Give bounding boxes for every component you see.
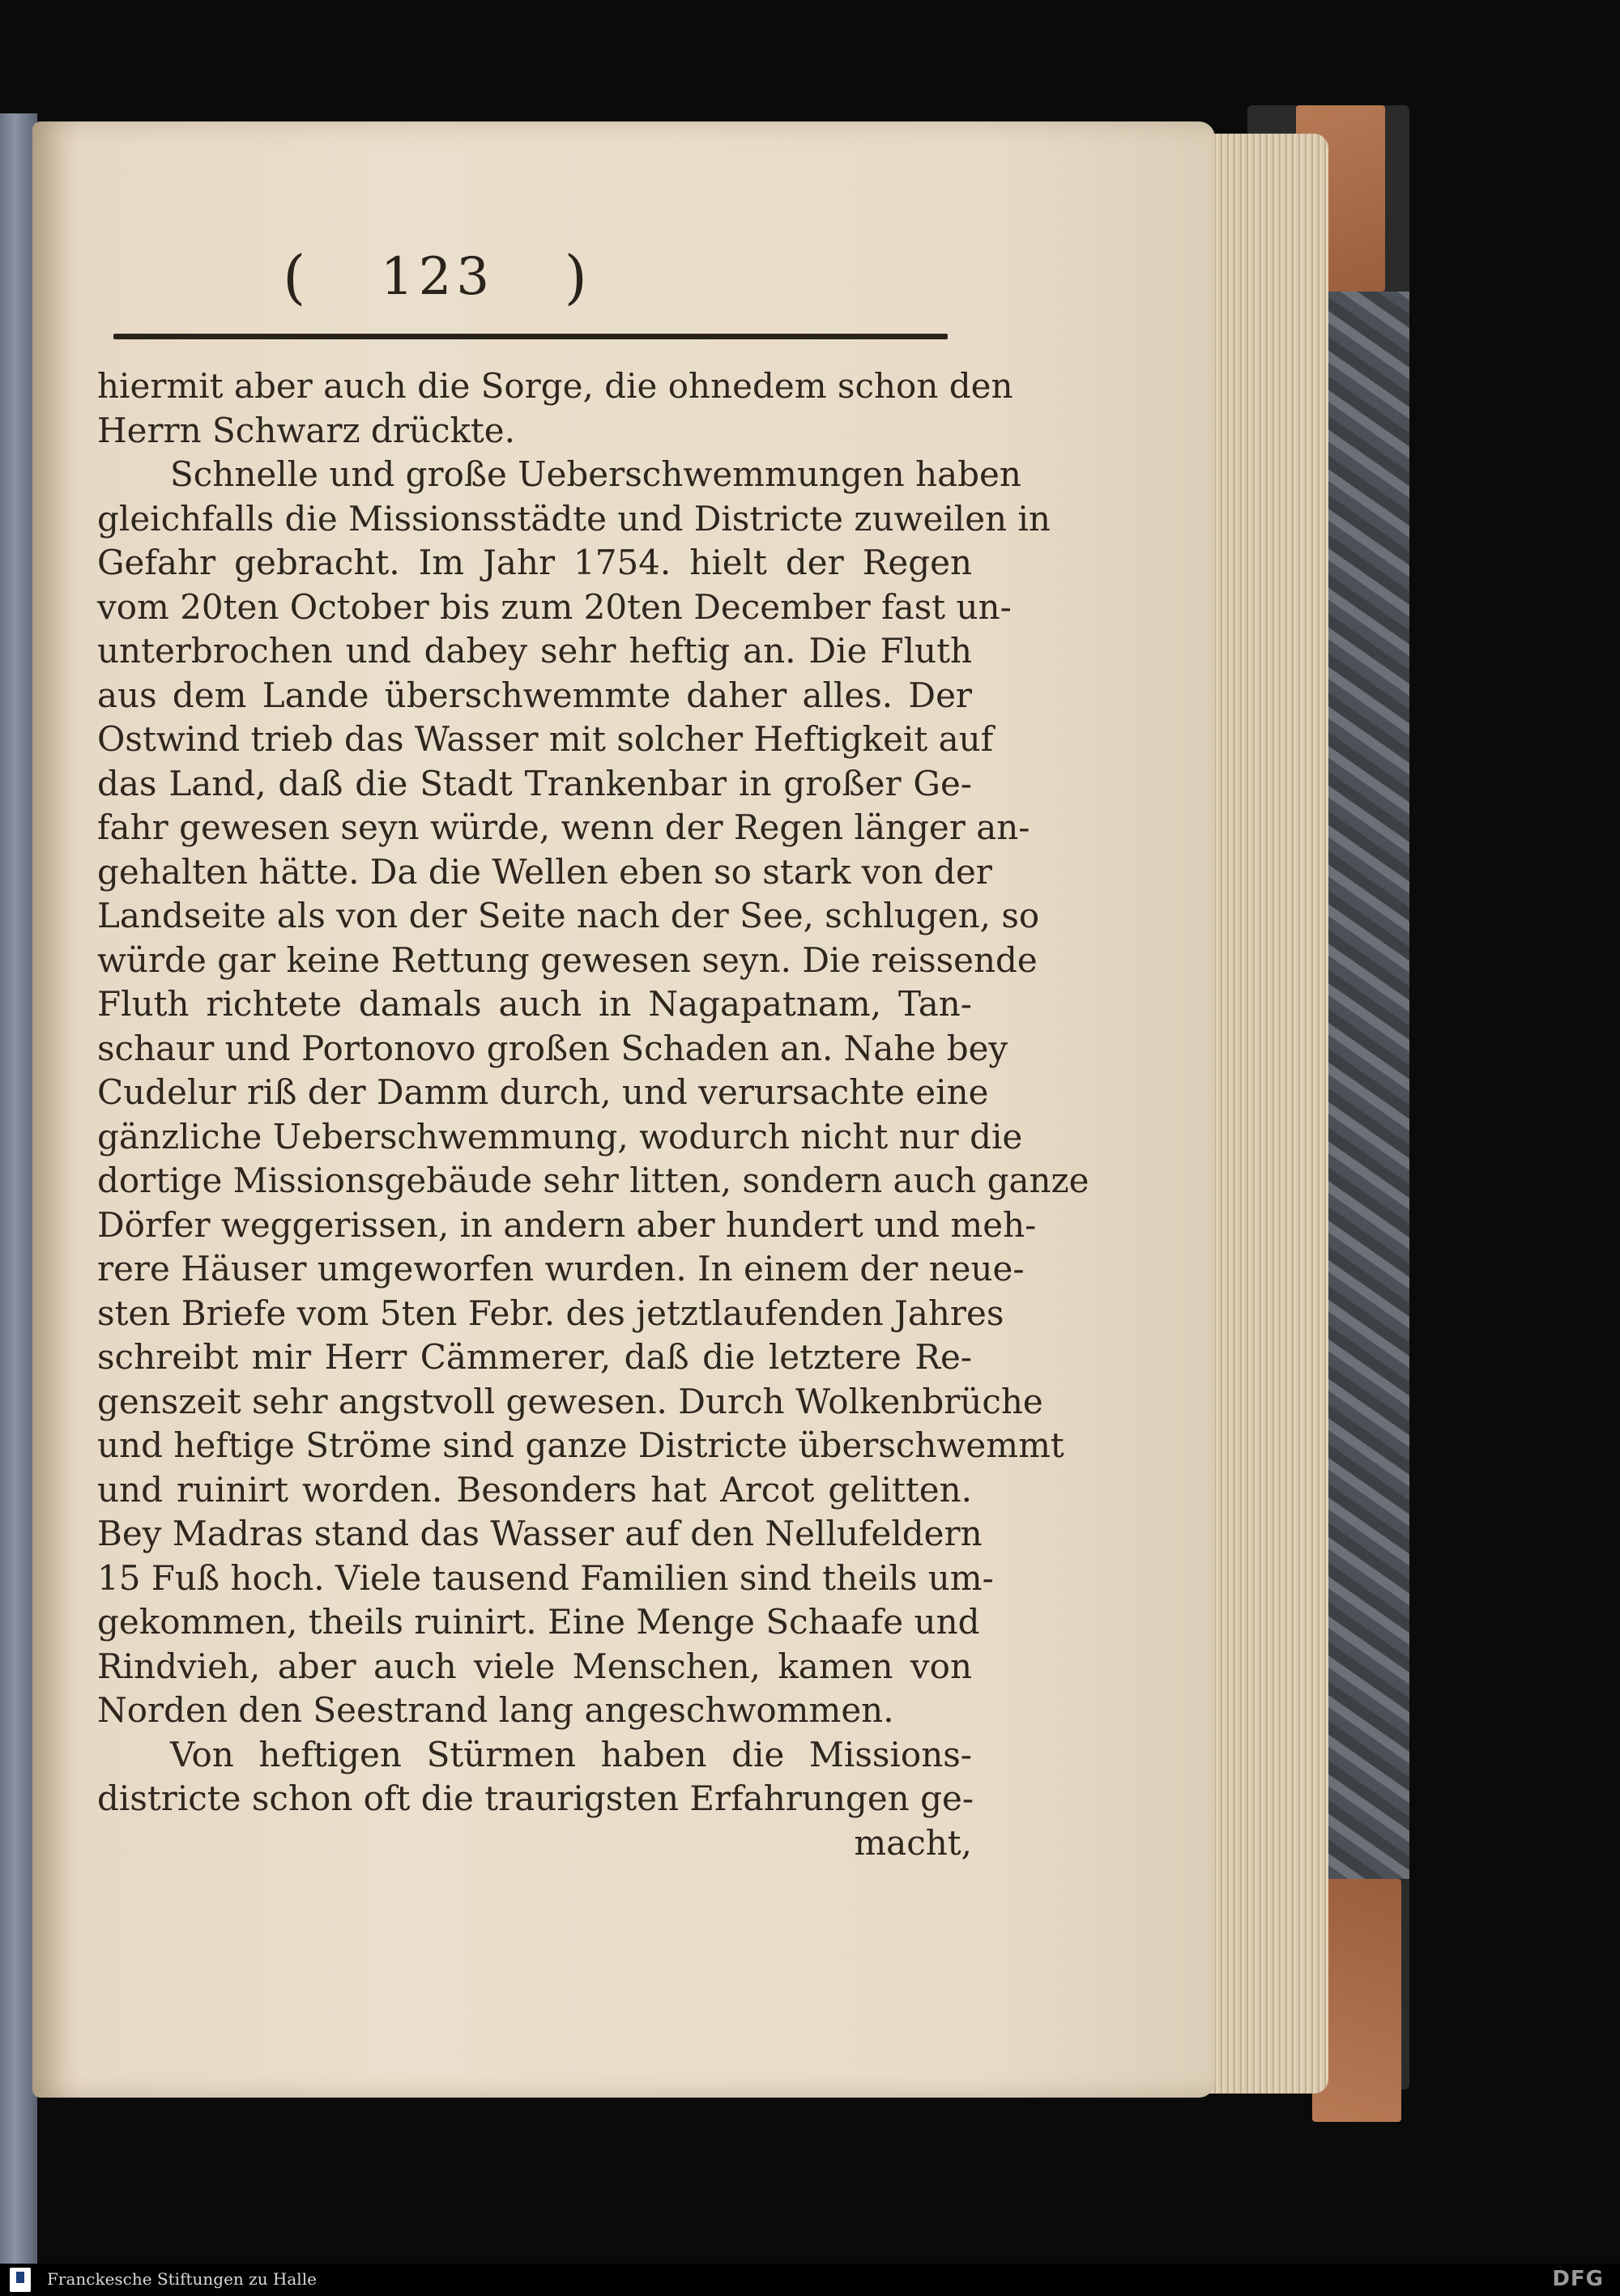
text-line: aus dem Lande überschwemmte daher alles. Der <box>97 675 972 715</box>
page-header <box>32 243 842 311</box>
text-line: 15 Fuß hoch. Viele tausend Familien sind theils um- <box>97 1557 994 1598</box>
catchword: macht, <box>854 1822 972 1863</box>
book-fore-edge <box>1199 134 1328 2094</box>
text-line: fahr gewesen seyn würde, wenn der Regen länger an- <box>97 807 1030 847</box>
text-line: und ruinirt worden. Besonders hat Arcot gelitten. <box>97 1469 972 1510</box>
page-number: 123 <box>380 247 495 307</box>
book-page <box>32 121 1215 2098</box>
text-line: und heftige Ströme sind ganze Districte überschwemmt <box>97 1425 1064 1465</box>
text-line: hiermit aber auch die Sorge, die ohnedem schon den <box>97 366 1013 406</box>
text-line: vom 20ten October bis zum 20ten December fast un- <box>97 586 1012 627</box>
text-line: Cudelur riß der Damm durch, und verursachte eine <box>97 1072 989 1112</box>
body-text <box>97 364 1089 1865</box>
text-line: Norden den Seestrand lang angeschwommen. <box>97 1690 894 1730</box>
text-line: districte schon oft die traurigsten Erfahrungen ge- <box>97 1778 974 1818</box>
dfg-logo: DFG <box>1552 2267 1604 2291</box>
text-line: rere Häuser umgeworfen wurden. In einem der neue- <box>97 1249 1025 1289</box>
text-line: schreibt mir Herr Cämmerer, daß die letztere Re- <box>97 1337 972 1377</box>
text-line: Dörfer weggerissen, in andern aber hundert und meh- <box>97 1204 1037 1245</box>
text-line: Fluth richtete damals auch in Nagapatnam, Tan- <box>97 984 972 1024</box>
text-line: Rindvieh, aber auch viele Menschen, kamen von <box>97 1646 972 1686</box>
text-line: dortige Missionsgebäude sehr litten, sondern auch ganze <box>97 1161 1089 1200</box>
marbled-cover-paper <box>1328 292 1409 1879</box>
text-line: Von heftigen Stürmen haben die Missions- <box>170 1734 972 1774</box>
text-line: würde gar keine Rettung gewesen seyn. Die reissende <box>97 939 1038 980</box>
text-line: sten Briefe vom 5ten Febr. des jetztlaufenden Jahres <box>97 1293 1004 1333</box>
institution-name: Franckesche Stiftungen zu Halle <box>47 2269 317 2289</box>
text-line: unterbrochen und dabey sehr heftig an. Die Fluth <box>97 631 972 671</box>
text-line: gleichfalls die Missionsstädte und Districte zuweilen in <box>97 498 1051 539</box>
text-line: Herrn Schwarz drückte. <box>97 410 515 450</box>
text-line: gekommen, theils ruinirt. Eine Menge Schaafe und <box>97 1602 980 1642</box>
text-line: genszeit sehr angstvoll gewesen. Durch Wolkenbrüche <box>97 1381 1043 1421</box>
text-line: Schnelle und große Ueberschwemmungen haben <box>170 454 1021 494</box>
header-paren-close: ) <box>564 243 592 311</box>
text-line: gänzliche Ueberschwemmung, wodurch nicht nur die <box>97 1116 1023 1157</box>
text-line: Landseite als von der Seite nach der See, schlugen, so <box>97 896 1040 935</box>
text-line: gehalten hätte. Da die Wellen eben so stark von der <box>97 851 992 892</box>
text-line: Bey Madras stand das Wasser auf den Nellufeldern <box>97 1514 983 1553</box>
viewer-footer <box>0 2264 1620 2296</box>
text-line: Ostwind trieb das Wasser mit solcher Heftigkeit auf <box>97 719 994 759</box>
header-paren-open: ( <box>283 243 311 311</box>
franckesche-stiftungen-logo-icon <box>10 2268 31 2292</box>
text-line: Gefahr gebracht. Im Jahr 1754. hielt der Regen <box>97 543 972 582</box>
header-rule <box>113 334 948 339</box>
text-line: schaur und Portonovo großen Schaden an. Nahe bey <box>97 1028 1008 1068</box>
text-line: das Land, daß die Stadt Trankenbar in großer Ge- <box>97 763 972 803</box>
